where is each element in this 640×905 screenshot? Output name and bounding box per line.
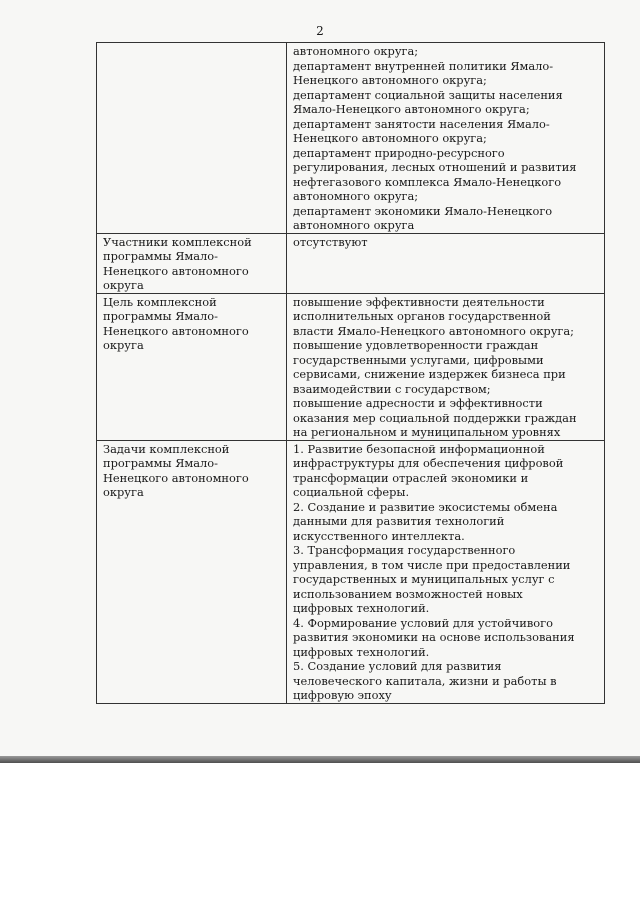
value-line: управления, в том числе при предоставлении (293, 557, 571, 572)
label-line: программы Ямало- (103, 456, 218, 470)
value-line: человеческого капитала, жизни и работы в (293, 673, 557, 688)
value-line: трансформации отраслей экономики и (293, 470, 529, 485)
value-line: 3. Трансформация государственного (293, 543, 516, 557)
value-line: развития экономики на основе использования (293, 630, 575, 644)
label-line: Ненецкого автономного (103, 470, 249, 485)
row-label-cell (97, 440, 287, 703)
value-line: отсутствуют (293, 234, 368, 249)
table-row (97, 293, 605, 440)
row-value-cell (287, 293, 605, 440)
value-line: данными для развития технологий (293, 514, 505, 528)
row-label-cell (97, 293, 287, 440)
value-line: повышение эффективности деятельности (293, 294, 545, 309)
value-line: 5. Создание условий для развития (293, 659, 502, 673)
label-line: программы Ямало- (103, 309, 218, 323)
value-line: государственных и муниципальных услуг с (293, 572, 555, 586)
row-value-cell (287, 43, 605, 234)
value-line: 1. Развитие безопасной информационной (293, 441, 545, 456)
value-line: использованием возможностей новых (293, 586, 523, 601)
value-line: власти Ямало-Ненецкого автономного округа; (293, 323, 575, 338)
value-line: государственными услугами, цифровыми (293, 352, 544, 367)
program-passport-table (96, 42, 605, 704)
value-line: Ненецкого автономного округа; (293, 73, 487, 87)
label-line: округа (103, 278, 144, 292)
value-line: инфраструктуры для обеспечения цифровой (293, 456, 564, 470)
page-number: 2 (316, 24, 324, 38)
value-line: взаимодействии с государством; (293, 381, 491, 396)
value-line: исполнительных органов государственной (293, 309, 551, 323)
value-line: автономного округа (293, 218, 415, 232)
value-line: автономного округа; (293, 189, 419, 203)
value-line: 2. Создание и развитие экосистемы обмена (293, 499, 558, 514)
label-line: Задачи комплексной (103, 441, 230, 456)
row-value-cell (287, 440, 605, 703)
value-line: цифровую эпоху (293, 688, 392, 702)
label-line: округа (103, 485, 144, 499)
table-row (97, 43, 605, 234)
value-line: автономного округа; (293, 44, 419, 58)
value-line: социальной сферы. (293, 485, 410, 499)
value-line: цифровых технологий. (293, 601, 430, 615)
label-line: Ненецкого автономного (103, 263, 249, 278)
value-line: департамент природно-ресурсного (293, 145, 505, 160)
label-line: программы Ямало- (103, 249, 218, 263)
label-line: округа (103, 338, 144, 352)
value-line: повышение удовлетворенности граждан (293, 338, 539, 352)
scan-edge-shadow (0, 756, 640, 763)
value-line: оказания мер социальной поддержки граждан (293, 410, 577, 425)
row-value-cell (287, 233, 605, 293)
value-line: департамент внутренней политики Ямало- (293, 58, 554, 73)
table-row (97, 440, 605, 703)
table-row (97, 233, 605, 293)
value-line: 4. Формирование условий для устойчивого (293, 615, 553, 630)
value-line: повышение адресности и эффективности (293, 396, 543, 410)
value-line: Ямало-Ненецкого автономного округа; (293, 102, 530, 116)
value-line: нефтегазового комплекса Ямало-Ненецкого (293, 174, 562, 189)
value-line: регулирования, лесных отношений и развития (293, 160, 577, 174)
value-line: департамент социальной защиты населения (293, 87, 563, 102)
row-label-cell (97, 43, 287, 234)
value-line: Ненецкого автономного округа; (293, 131, 487, 145)
value-line: искусственного интеллекта. (293, 528, 465, 543)
value-line: департамент занятости населения Ямало- (293, 116, 550, 131)
row-label-cell (97, 233, 287, 293)
label-line: Ненецкого автономного (103, 323, 249, 338)
value-line: департамент экономики Ямало-Ненецкого (293, 203, 553, 218)
label-line: Участники комплексной (103, 234, 252, 249)
value-line: цифровых технологий. (293, 644, 430, 659)
value-line: на региональном и муниципальном уровнях (293, 425, 561, 439)
value-line: сервисами, снижение издержек бизнеса при (293, 367, 566, 381)
label-line: Цель комплексной (103, 294, 217, 309)
